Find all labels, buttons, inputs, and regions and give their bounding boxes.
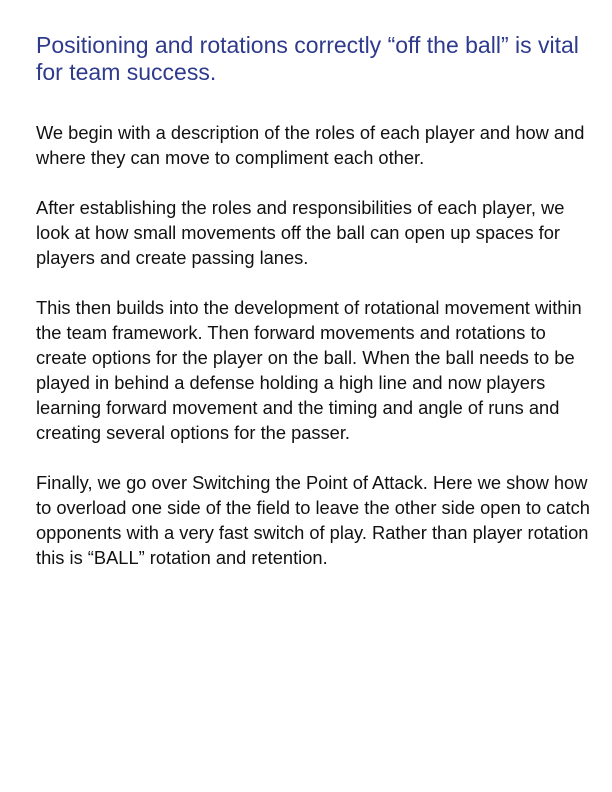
paragraph-rotational-movement: This then builds into the development of rotational movement within the team framework. Then forward movements and rotations to create options for the player on the ball. When the ball needs to be played in behind a defense holding a high line and now players learning forward movement and the timing and angle of runs and creating several options for the passer.: [36, 297, 582, 443]
paragraph-roles: We begin with a description of the roles of each player and how and where they can move to compliment each other.: [36, 122, 585, 168]
paragraph-switching-point-of-attack: Finally, we go over Switching the Point of Attack. Here we show how to overload one side of the field to leave the other side open to catch opponents with a very fast switch of play. Rather than player rotation this is “BALL” rotation and retention.: [36, 472, 590, 568]
body-text: [36, 120, 596, 595]
paragraph-responsibilities: After establishing the roles and responsibilities of each player, we look at how small movements off the ball can open up spaces for players and create passing lanes.: [36, 197, 565, 268]
page-heading: Positioning and rotations correctly “off the ball” is vital for team success.: [36, 32, 579, 85]
